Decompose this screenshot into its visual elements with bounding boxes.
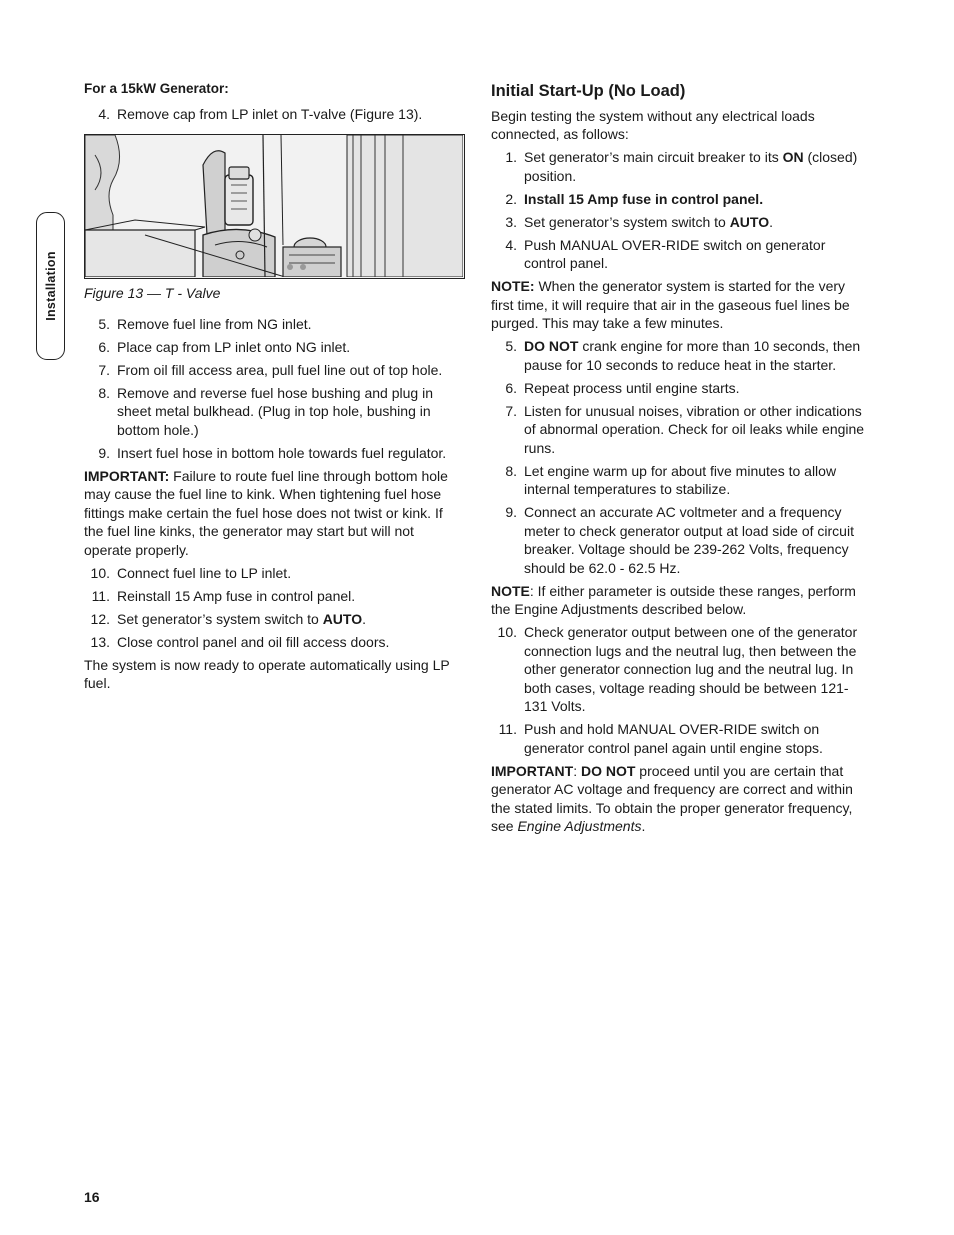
important-paragraph: IMPORTANT: Failure to route fuel line through bottom hole may cause the fuel line to kink. When tightening fuel hose fittings make certain the fuel hose does not twist or kink. If the fuel line kinks, the generator may start but will not operate properly. — [84, 467, 448, 558]
intro-paragraph: Begin testing the system without any electrical loads connected, as follows: — [491, 107, 815, 142]
section-title: Initial Start-Up (No Load) — [491, 82, 686, 100]
important-label: IMPORTANT: — [84, 467, 170, 484]
list-item: 10. Check generator output between one of the generator connection lugs and the neutral lug, then between the other generator connection lug and the neutral lug. In both cases, voltage reading should be between 121-131 Volts. — [497, 624, 858, 714]
important-paragraph: IMPORTANT: DO NOT proceed until you are certain that generator AC voltage and frequency are correct and within the stated limits. To obtain the proper generator frequency, see Engine Adjustments. — [491, 762, 853, 834]
subheading-15kw: For a 15kW Generator: — [84, 81, 229, 96]
list-item: 3. Set generator’s system switch to AUTO. — [505, 213, 773, 230]
list-item: 6. Repeat process until engine starts. — [505, 379, 740, 396]
list-item: 9. Connect an accurate AC voltmeter and a frequency meter to check generator output at load side of circuit breaker. Voltage should be 239-262 Volts, frequency should be 62.0 - 62.5 Hz. — [505, 504, 854, 576]
note-paragraph: NOTE: If either parameter is outside these ranges, perform the Engine Adjustments described below. — [491, 582, 856, 617]
list-item: 7. Listen for unusual noises, vibration or other indications of abnormal operation. Check for oil leaks while engine runs. — [505, 402, 865, 456]
list-item: 11. Reinstall 15 Amp fuse in control panel. — [91, 587, 356, 604]
right-column — [491, 80, 871, 840]
list-item: 11. Push and hold MANUAL OVER-RIDE switch on generator control panel again until engine stops. — [498, 721, 823, 756]
list-item: 5. Remove fuel line from NG inlet. — [98, 315, 312, 332]
important-label: IMPORTANT — [491, 762, 574, 779]
closing-paragraph: The system is now ready to operate automatically using LP fuel. — [84, 656, 450, 691]
engine-adjustments-reference: Engine Adjustments — [517, 818, 642, 834]
list-item: 4. Push MANUAL OVER-RIDE switch on generator control panel. — [505, 236, 826, 271]
page-number: 16 — [84, 1189, 100, 1205]
left-column — [84, 80, 456, 697]
steps-5-9 — [84, 315, 456, 463]
list-item: 2. Install 15 Amp fuse in control panel. — [505, 190, 764, 207]
note-label: NOTE — [491, 582, 530, 599]
section-side-tab — [36, 212, 65, 360]
list-item: 7. From oil fill access area, pull fuel line out of top hole. — [98, 361, 443, 378]
list-item: 8. Remove and reverse fuel hose bushing and plug in sheet metal bulkhead. (Plug in top hole, bushing in bottom hole.) — [98, 384, 433, 438]
list-item: 1. Set generator’s main circuit breaker to its ON (closed) position. — [505, 149, 858, 184]
side-tab-label: Installation — [43, 251, 58, 321]
list-item: 5. DO NOT crank engine for more than 10 seconds, then pause for 10 seconds to reduce heat in the starter. — [505, 338, 861, 373]
list-item: 12. Set generator’s system switch to AUTO. — [90, 610, 366, 627]
t-valve-illustration — [85, 135, 463, 277]
list-item: 9. Insert fuel hose in bottom hole towards fuel regulator. — [98, 444, 447, 461]
t-valve-photo — [84, 134, 465, 279]
list-item: 8. Let engine warm up for about five minutes to allow internal temperatures to stabilize. — [505, 462, 837, 497]
note-paragraph: NOTE: When the generator system is started for the very first time, it will require that air in the gaseous fuel lines be purged. This may take a few minutes. — [491, 278, 850, 331]
list-item: 13. Close control panel and oil fill access doors. — [90, 633, 390, 650]
figure-caption: Figure 13 — T - Valve — [84, 285, 221, 301]
note-label: NOTE: — [491, 278, 535, 294]
list-item: 10. Connect fuel line to LP inlet. — [90, 564, 292, 581]
list-item: 6. Place cap from LP inlet onto NG inlet. — [98, 338, 351, 355]
list-item: 4. Remove cap from LP inlet on T-valve (Figure 13). — [98, 105, 423, 122]
